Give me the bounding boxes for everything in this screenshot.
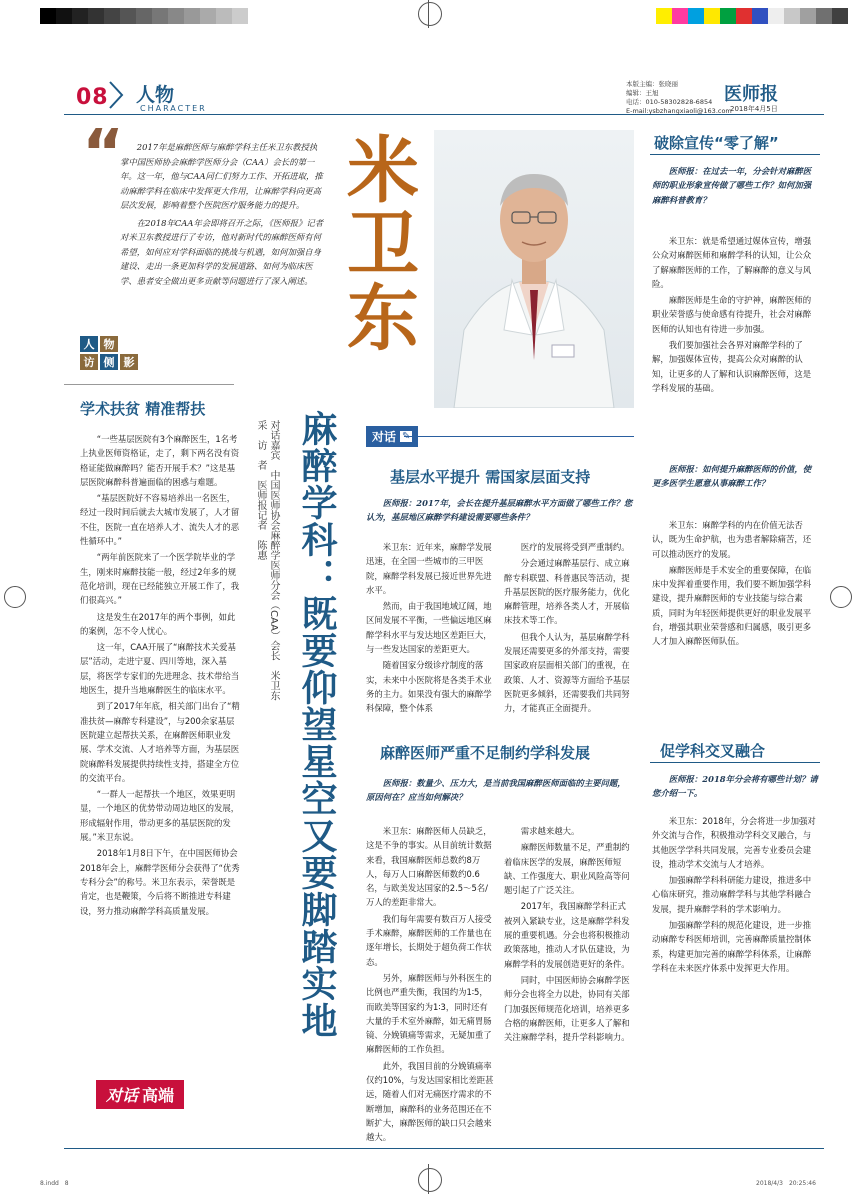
right-answer-1: 米卫东：就是希望通过媒体宣传，增强公众对麻醉医师和麻醉学科的认知，让公众了解麻醉医师的工作，了解麻醉的意义与风险。 麻醉医师是生命的守护神，麻醉医师的职业荣誉感与使命感有待提升，社会对麻醉医师的认知也有待进一步加强。 我们要加强社会各界对麻醉学科的了解，加强媒体宣传，提高公众对麻醉的认知，让更多的人了解和认识麻醉医师，这是学科发展的基础。 — [652, 236, 812, 393]
newspaper-logo: 医师报 — [724, 84, 778, 105]
dialog-question-1: 医师报：2017年，会长在提升基层麻醉水平方面做了哪些工作？您认为，基层地区麻醉学科建设需要哪些条件？ — [366, 498, 633, 523]
right-question-3: 医师报：2018年分会将有哪些计划？请您介绍一下。 — [652, 774, 818, 799]
section-title: 人物 — [136, 84, 175, 106]
right-question-1: 医师报：在过去一年，分会针对麻醉医师的职业形象宣传做了哪些工作？如何加强麻醉科普教育？ — [652, 166, 812, 205]
dialog-answer-1a: 米卫东：近年来，麻醉学发展迅速，在全国一些城市的三甲医院，麻醉学科发展已接近世界先进水平。 然而，由于我国地域辽阔，地区间发展不平衡，一些偏远地区麻醉学科水平与发达地区差距巨大，与一些发达国家的差距更大。 随着国家分级诊疗制度的落实，未来中小医院将是各类手术业务的主力。如果没有强大的麻醉学科保障，整个体系 — [366, 542, 492, 714]
left-column-heading: 学术扶贫 精准帮扶 — [80, 400, 206, 418]
dialog-answer-2b: 需求越来越大。 麻醉医师数量不足，严重制约着临床医学的发展，麻醉医师短缺、工作强度大、职业风险高等问题引起了广泛关注。 2017年，我国麻醉学科正式被列入紧缺专业，这是麻醉学科发展的重要机遇。分会也将积极推动政策落地，推动人才队伍建设，为麻醉学科的发展创造更好的条件。 同时，中国医师协会麻醉学医师分会也将全力以赴，协同有关部门加强医师规范化培训，培养更多合格的麻醉医师，让更多人了解和关注麻醉学科，提升学科影响力。 — [504, 826, 630, 1043]
right-question-2: 医师报：如何提升麻醉医师的价值，使更多医学生愿意从事麻醉工作？ — [652, 464, 812, 489]
page-number: 08 — [76, 85, 109, 110]
interviewee-name: 米卫东 — [335, 132, 420, 354]
column-tag: 人 物 访 侧 影 — [80, 336, 138, 370]
file-meta: 8.indd 8 — [40, 1180, 69, 1187]
masthead-info: 本版主编：张晓丽 编辑：王旭 电话：010-58302828-6854 E-mail:ysbzhangxiaoli@163.com — [626, 80, 732, 115]
right-heading-2: 促学科交叉融合 — [660, 742, 766, 760]
crop-target-left — [4, 586, 26, 608]
quote-mark-icon: “ — [82, 117, 125, 191]
intro-text: 2017年是麻醉医师与麻醉学科主任米卫东教授执掌中国医师协会麻醉学医师分会（CAA）会长的第一年。这一年，他与CAA同仁们努力工作、开拓进取，推动麻醉学科在临床中发挥更大作用，让麻醉学科向更高层次发展，影响着整个医院医疗服务能力的提升。 在2018年CAA年会即将召开之际，《医师报》记者对米卫东教授进行了专访，他对新时代的麻醉医师有何希望，如何应对学科面临的挑战与机遇，如何加强自身建设、走出一条更加科学的发展道路、如何为临床医学、患者安全做出更多贡献等问题进行了深入阐述。 — [120, 142, 324, 286]
vertical-headline: 麻醉学科：既要仰望星空又要脚踏实地 — [296, 410, 337, 1039]
issue-date: 2018年4月5日 — [730, 105, 778, 113]
portrait-photo — [434, 130, 634, 408]
crop-target-bottom — [418, 1168, 442, 1192]
right-heading-1: 破除宣传“零了解” — [654, 134, 779, 152]
registration-color-bar — [656, 8, 848, 24]
print-timestamp: 2018/4/3 20:25:46 — [756, 1180, 816, 1187]
dialog-answer-2a: 米卫东：麻醉医师人员缺乏，这是不争的事实。从目前统计数据来看，我国麻醉医师总数约8万人，每万人口麻醉医师数约0.6名，与欧美发达国家的2.5～5名/万人的差距非常大。 我们每年需要有数百万人接受手术麻醉，麻醉医师的工作量也在逐年增长，长期处于超负荷工作状态。 另外，麻醉医师与外科医生的比例也严重失衡，我国约为1∶5，而欧美等国家约为1∶3，同时还有大量的手术室外麻醉，如无痛胃肠镜、分娩镇痛等需求，无疑加重了麻醉医师的工作负担。 此外，我国目前的分娩镇痛率仅约10%，与发达国家相比差距甚远，随着人们对无痛医疗需求的不断增加，麻醉科的业务范围还在不断扩大，麻醉医师的缺口只会越来越大。 — [366, 826, 494, 1142]
dialog-heading-2: 麻醉医师严重不足制约学科发展 — [380, 744, 591, 762]
chevron-icon — [106, 80, 126, 110]
dialog-badge: 对话 — [366, 426, 418, 447]
interview-credits: 对话嘉宾 中国医师协会麻醉学医师分会（CAA）会长 米卫东 采 访 者 医师报记者 陈惠 — [255, 420, 279, 701]
section-subtitle: CHARACTER — [140, 104, 207, 113]
dialog-question-2: 医师报：数量少、压力大，是当前我国麻醉医师面临的主要问题，原因何在？应当如何解决？ — [366, 778, 626, 803]
right-answer-2: 米卫东：麻醉学科的内在价值无法否认，既为生命护航，也为患者解除痛苦，还可以推动医疗的发展。 麻醉医师是手术安全的重要保障，在临床中发挥着重要作用，我们要不断加强学科建设，提升麻醉医师的专业技能与综合素质，同时为年轻医师提供更好的职业发展平台，增强其职业荣誉感和归属感，吸引更多人才加入麻醉医师队伍。 — [652, 520, 812, 647]
dialog-heading-1: 基层水平提升 需国家层面支持 — [390, 468, 591, 486]
registration-grayscale-bar — [40, 8, 248, 24]
dialog-answer-1b: 医疗的发展将受到严重制约。 分会通过麻醉基层行、成立麻醉专科联盟、科普惠民等活动，提升基层医院的医疗服务能力，优化麻醉管理，培养各类人才，开展临床技术等工作。 但我个人认为，基层麻醉学科发展还需要更多的外部支持，需要国家政府层面相关部门的重视，在政策、人才、资源等方面给予基层医院更多倾斜，还需要我们共同努力，才能真正全面提升。 — [504, 542, 630, 714]
footer-logo: 对话 高端 — [96, 1080, 184, 1109]
left-column-body: “一些基层医院有3个麻醉医生，1名考上执业医师资格证，走了，剩下两名没有资格证能做麻醉吗？能否开展手术？”这是基层医院麻醉科普遍面临的困惑与难题。 “基层医院好不容易培养出一名医生，经过一段时间后就去大城市发展了，人才留不住，医院一直在培养人才、流失人才的恶性循环中。” “两年前医院来了一个医学院毕业的学生，刚来时麻醉技能一般，经过2年多的规范化培训，现在已经能独立开展工作了，我们很高兴。” 这是发生在2017年的两个事例，如此的案例，怎不令人忧心。 这一年，CAA开展了“麻醉技术关爱基层”活动，走进宁夏、四川等地，深入基层，将医学专家们的先进理念、技术带给当地医生，提升当地麻醉医生的临床水平。 到了2017年年底，相关部门出台了“精准扶贫—麻醉专科建设”，与200余家基层医院建立起帮扶关系，在麻醉医师职业发展、学术交流、人才培养等方面，为基层医院麻醉科发展提供持续性支持，搭建全方位的交流平台。 “一群人一起帮扶一个地区，效果更明显，一个地区的优势带动周边地区的发展，形成辐射作用，带动更多的基层医院的发展。”米卫东说。 2018年1月8日下午，在中国医师协会2018年会上，麻醉学医师分会获得了“优秀专科分会”的称号。米卫东表示，荣誉既是肯定，也是鞭策，今后将不断推进专科建设，努力推动麻醉学科高质量发展。 — [80, 434, 240, 916]
right-answer-3: 米卫东：2018年，分会将进一步加强对外交流与合作，积极推动学科交叉融合，与其他医学学科共同发展，完善专业委员会建设，推动学术交流与人才培养。 加强麻醉学科科研能力建设，推进多中心临床研究，推动麻醉学科与其他学科融合发展，提升麻醉学科的学术影响力。 加强麻醉学科的规范化建设，进一步推动麻醉专科医师培训，完善麻醉质量控制体系，构建更加完善的麻醉学科体系，让麻醉学科在未来医疗体系中发挥更大作用。 — [652, 816, 816, 973]
crop-target-right — [830, 586, 852, 608]
crop-target-top — [418, 2, 442, 26]
